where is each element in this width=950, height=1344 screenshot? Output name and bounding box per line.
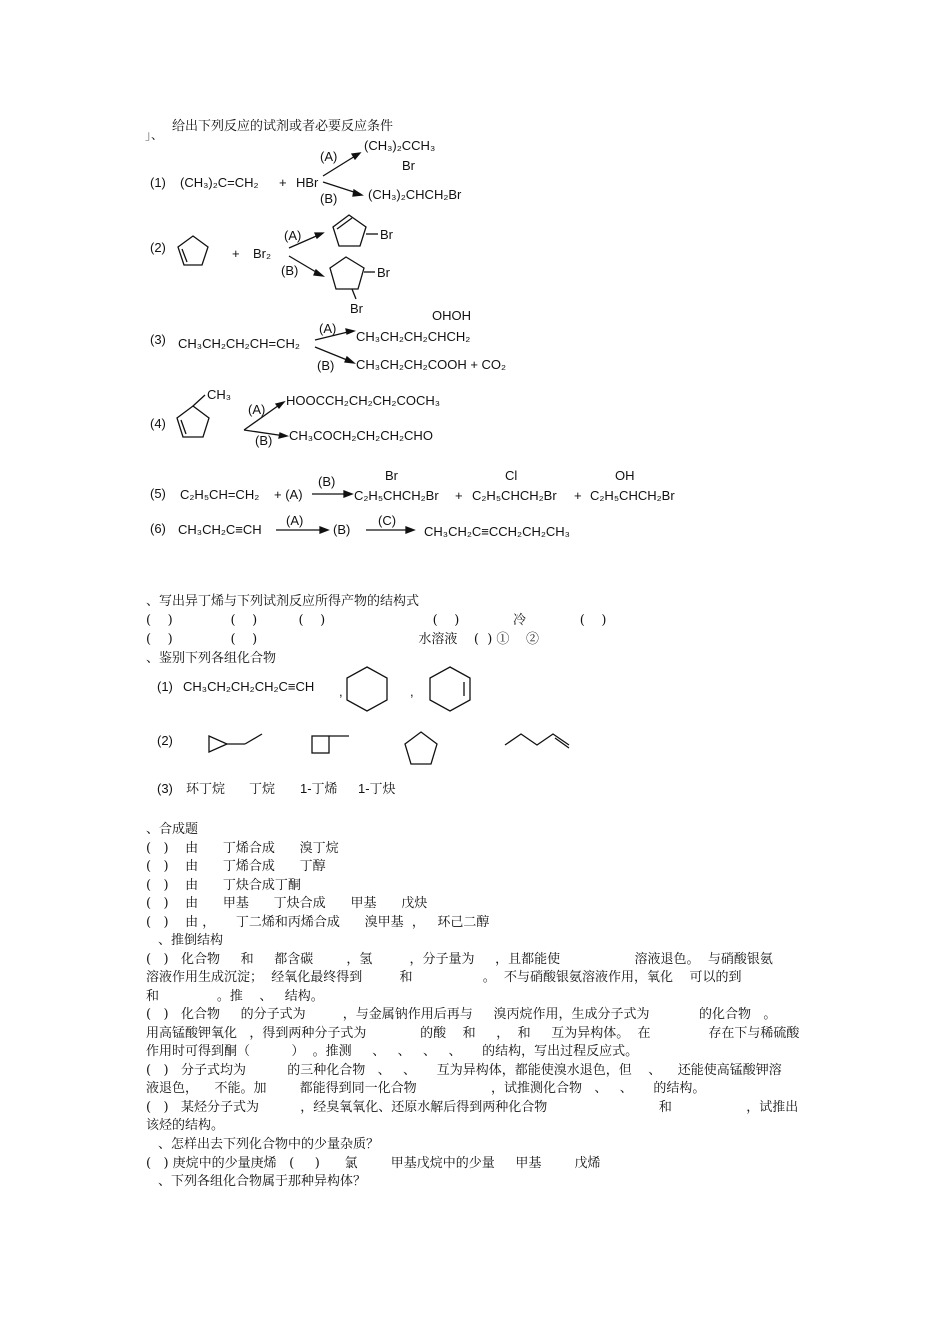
plus-sign: +: [232, 246, 240, 261]
deduction-line: ( ) 分子式均为 的三种化合物 、 、 互为异构体，都能使溴水退色，但 、 还能使高锰酸钾溶: [146, 1063, 782, 1078]
bromo-label: Br: [380, 227, 393, 242]
methyl-label: CH₃: [207, 387, 232, 402]
reagent: HBr: [296, 175, 319, 190]
section2-line: ( ) ( ) ( ) ( ) 冷 ( ): [146, 613, 607, 628]
deduction-line: ( ) 化合物 和 都含碳 ，氢 ，分子量为 ，且都能使 溶液退色。 与硝酸银氨: [146, 952, 773, 967]
bromo-label: Br: [350, 301, 363, 316]
bromo-label: Br: [377, 265, 390, 280]
condition-b: (B): [281, 263, 299, 278]
ethylcyclopropane-icon: [209, 734, 262, 752]
cyclopentane-icon: [405, 732, 437, 764]
compound-name: 1-丁烯: [300, 781, 338, 796]
reaction-number: (3): [150, 332, 166, 347]
reactant: CH₃CH₂C≡CH: [178, 522, 262, 537]
product-a-bromo: Br: [402, 158, 415, 173]
plus-sign: +: [455, 488, 463, 503]
product-a-diol: OHOH: [432, 308, 471, 323]
synthesis-item: ( ) 由 ， 丁二烯和丙烯合成 溴甲基 ， 环己二醇: [146, 915, 490, 930]
section3-title: 、鉴别下列各组化合物: [146, 651, 277, 666]
section1-title: 给出下列反应的试剂或者必要反应条件: [172, 119, 394, 134]
product-a: HOOCCH₂CH₂CH₂COCH₃: [286, 393, 441, 408]
product-3: C₂H₅CHCH₂Br: [590, 488, 675, 503]
condition-a: (A): [284, 228, 302, 243]
reactant: CH₃CH₂CH₂CH=CH₂: [178, 336, 300, 351]
methylcyclobutane-icon: [312, 736, 349, 753]
section7-title: 、下列各组化合物属于那种异构体？: [158, 1174, 367, 1189]
section6-title: 、怎样出去下列化合物中的少量杂质？: [158, 1137, 380, 1152]
reactant: (CH₃)₂C=CH₂: [180, 175, 259, 190]
product-a: (CH₃)₂CCH₃: [364, 138, 436, 153]
plus-sign: +: [279, 175, 287, 190]
section2-line: ( ) ( ) 水溶液 ( ) ① ②: [146, 632, 539, 647]
section5-title: 、推倒结构: [158, 933, 224, 948]
reagent-a: + (A): [274, 487, 303, 502]
group-number: (1): [157, 679, 173, 694]
product-b: CH₃COCH₂CH₂CH₂CHO: [289, 428, 433, 443]
synthesis-item: ( ) 由 甲基 丁炔合成 甲基 戊炔: [146, 896, 428, 911]
product-b: (CH₃)₂CHCH₂Br: [368, 187, 462, 202]
deduction-line: 液退色， 不能。加 都能得到同一化合物 ，试推测化合物 、 、 的结构。: [146, 1081, 706, 1096]
pentene-icon: [505, 734, 569, 748]
condition-b: (B): [318, 474, 336, 489]
plus-sign: +: [574, 488, 582, 503]
separator: ,: [410, 684, 414, 699]
reaction-number: (2): [150, 240, 166, 255]
purification-line: ( ) 庚烷中的少量庚烯 ( ) 氯 甲基戊烷中的少量 甲基 戊烯: [146, 1156, 601, 1171]
deduction-line: ( ) 化合物 的分子式为 ，与金属钠作用后再与 溴丙烷作用，生成分子式为 的化合物 。: [146, 1007, 777, 1022]
compound-name: 1-丁炔: [358, 781, 396, 796]
condition-a: (A): [286, 513, 304, 528]
condition-b: (B): [317, 358, 335, 373]
deduction-line: 该烃的结构。: [146, 1118, 225, 1133]
condition-a: (A): [248, 402, 266, 417]
synthesis-item: ( ) 由 丁烯合成 丁醇: [146, 859, 326, 874]
section4-title: 、合成题: [146, 822, 199, 837]
substituent-label: Cl: [505, 468, 518, 483]
reaction-number: (6): [150, 521, 166, 536]
product-b: CH₃CH₂CH₂COOH + CO₂: [356, 357, 507, 372]
group-number: (3): [157, 781, 173, 796]
deduction-line: 溶液作用生成沉淀； 经氧化最终得到 和 。 不与硝酸银氨溶液作用，氧化 可以的到: [146, 970, 742, 985]
condition-a: (A): [319, 321, 337, 336]
reaction-number: (5): [150, 486, 166, 501]
synthesis-item: ( ) 由 丁烯合成 溴丁烷: [146, 841, 339, 856]
deduction-line: ( ) 某烃分子式为 ，经臭氧氧化、还原水解后得到两种化合物 和 ，试推出: [146, 1100, 799, 1115]
deduction-line: 作用时可得到酮（ ） 。推测 、 、 、 、 的结构，写出过程反应式。: [146, 1044, 639, 1059]
condition-b: (B): [255, 433, 273, 448]
deduction-line: 和 。推 、 结构。: [146, 989, 324, 1004]
hexyne-formula: CH₃CH₂CH₂CH₂C≡CH: [183, 679, 315, 694]
condition-a: (A): [320, 149, 338, 164]
product-a: CH₃CH₂CH₂CHCH₂: [356, 329, 471, 344]
condition-b: (B): [320, 191, 338, 206]
product-1: C₂H₅CHCH₂Br: [354, 488, 439, 503]
section-mark: 」、: [145, 128, 164, 142]
compound-name: 环丁烷: [186, 781, 226, 796]
synthesis-item: ( ) 由 丁炔合成丁酮: [146, 878, 301, 893]
reagent: Br₂: [253, 246, 272, 261]
condition-c: (C): [378, 513, 397, 528]
separator: ,: [339, 684, 343, 699]
substituent-label: Br: [385, 468, 398, 483]
product-2: C₂H₅CHCH₂Br: [472, 488, 557, 503]
intermediate-b: (B): [333, 522, 351, 537]
product: CH₃CH₂C≡CCH₂CH₂CH₃: [424, 524, 570, 539]
reaction-number: (4): [150, 416, 166, 431]
section2-title: 、写出异丁烯与下列试剂反应所得产物的结构式: [146, 594, 420, 609]
reaction-number: (1): [150, 175, 166, 190]
group-number: (2): [157, 733, 173, 748]
deduction-line: 用高锰酸钾氧化 ，得到两种分子式为 的酸 和 ， 和 互为异构体。 在 存在下与稀硫酸: [146, 1026, 800, 1041]
substituent-label: OH: [615, 468, 635, 483]
compound-name: 丁烷: [249, 781, 276, 796]
reactant: C₂H₅CH=CH₂: [180, 487, 260, 502]
